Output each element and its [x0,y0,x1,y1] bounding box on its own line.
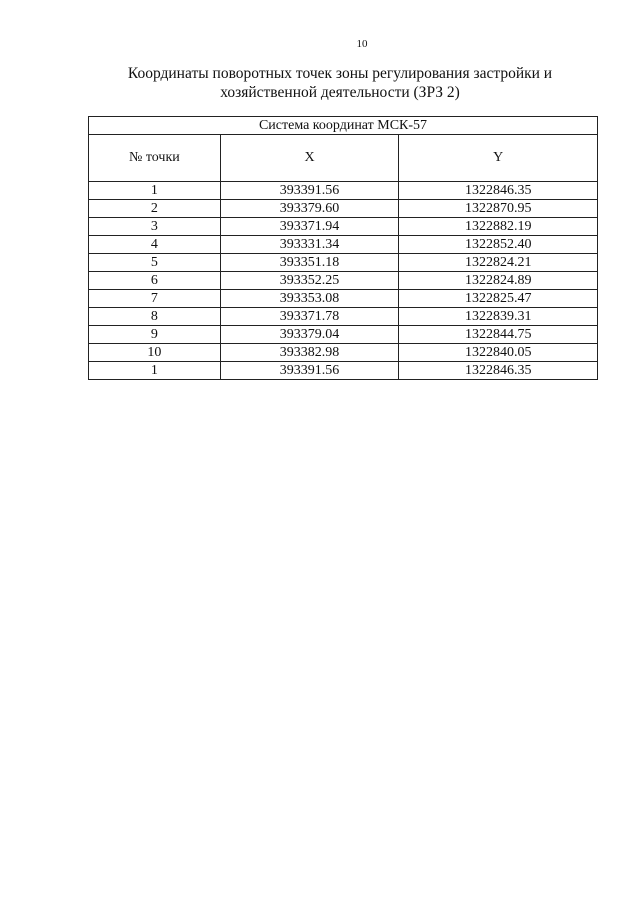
coordinates-table [88,116,598,380]
point-number-cell: 3 [89,218,221,236]
point-number-cell: 5 [89,254,221,272]
y-coordinate-cell: 1322840.05 [399,344,598,362]
x-coordinate-cell: 393379.04 [220,326,399,344]
column-header-y: Y [399,135,598,182]
point-number-cell: 8 [89,308,221,326]
table-row [89,290,598,308]
y-coordinate-cell: 1322882.19 [399,218,598,236]
y-coordinate-cell: 1322825.47 [399,290,598,308]
point-number-cell: 7 [89,290,221,308]
table-row [89,344,598,362]
x-coordinate-cell: 393379.60 [220,200,399,218]
x-coordinate-cell: 393371.78 [220,308,399,326]
table-row [89,308,598,326]
x-coordinate-cell: 393351.18 [220,254,399,272]
y-coordinate-cell: 1322846.35 [399,182,598,200]
point-number-cell: 1 [89,182,221,200]
table-row [89,326,598,344]
y-coordinate-cell: 1322824.21 [399,254,598,272]
x-coordinate-cell: 393391.56 [220,182,399,200]
column-header-point: № точки [89,135,221,182]
column-header-x: X [220,135,399,182]
coordinate-system-header: Система координат МСК-57 [89,117,598,135]
point-number-cell: 10 [89,344,221,362]
table-row [89,182,598,200]
title-line-2: хозяйственной деятельности (ЗРЗ 2) [220,84,460,101]
y-coordinate-cell: 1322839.31 [399,308,598,326]
table-row [89,236,598,254]
point-number-cell: 4 [89,236,221,254]
y-coordinate-cell: 1322852.40 [399,236,598,254]
table-row [89,272,598,290]
y-coordinate-cell: 1322870.95 [399,200,598,218]
table-row [89,362,598,380]
point-number-cell: 6 [89,272,221,290]
y-coordinate-cell: 1322844.75 [399,326,598,344]
page-number: 10 [356,38,368,50]
table-row [89,200,598,218]
column-header-row [89,135,598,182]
x-coordinate-cell: 393371.94 [220,218,399,236]
x-coordinate-cell: 393391.56 [220,362,399,380]
title-line-1: Координаты поворотных точек зоны регулирования застройки и [127,65,553,82]
y-coordinate-cell: 1322824.89 [399,272,598,290]
x-coordinate-cell: 393352.25 [220,272,399,290]
point-number-cell: 2 [89,200,221,218]
x-coordinate-cell: 393353.08 [220,290,399,308]
system-header-row [89,117,598,135]
table-row [89,218,598,236]
point-number-cell: 1 [89,362,221,380]
point-number-cell: 9 [89,326,221,344]
y-coordinate-cell: 1322846.35 [399,362,598,380]
table-row [89,254,598,272]
x-coordinate-cell: 393331.34 [220,236,399,254]
x-coordinate-cell: 393382.98 [220,344,399,362]
document-title [120,64,560,102]
